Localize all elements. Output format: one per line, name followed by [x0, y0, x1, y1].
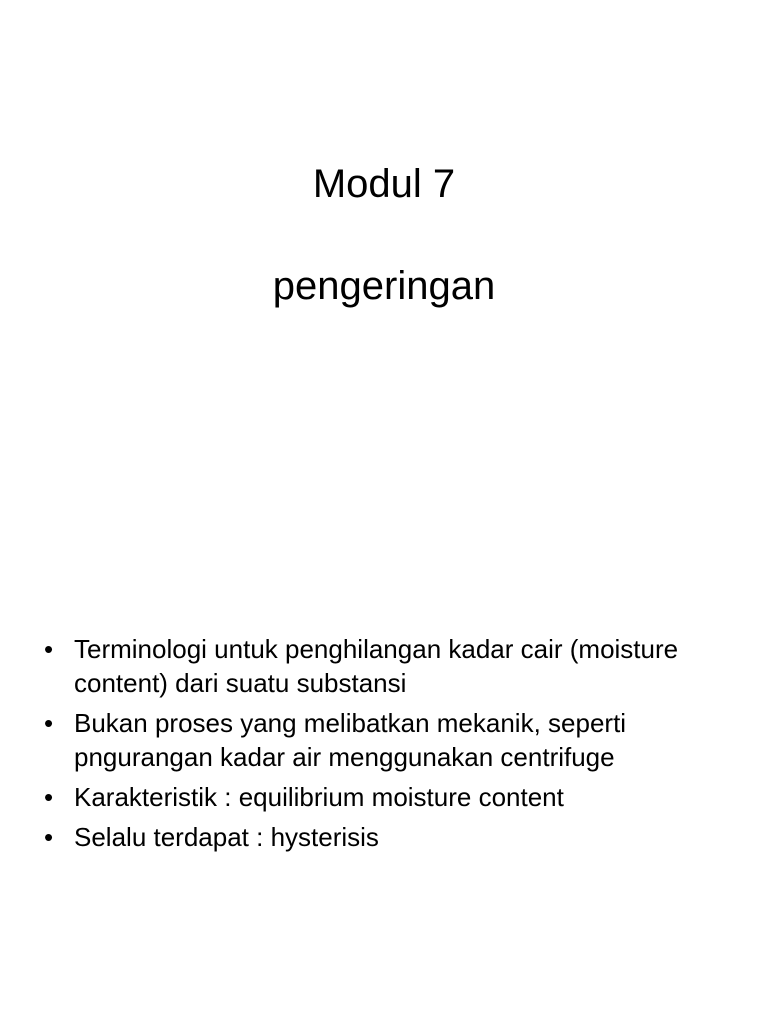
- bullet-dot-icon: •: [44, 822, 54, 852]
- slide-subtitle: pengeringan: [272, 264, 496, 308]
- bullet-dot-icon: •: [44, 708, 54, 738]
- bullet-text: Terminologi untuk penghilangan kadar cair (moisture content) dari suatu substansi: [74, 634, 679, 698]
- bullet-item: [44, 632, 744, 700]
- bullet-text: Bukan proses yang melibatkan mekanik, seperti pngurangan kadar air menggunakan centrifuge: [74, 708, 627, 772]
- bullet-dot-icon: •: [44, 634, 54, 664]
- bullet-item: [44, 706, 744, 774]
- slide-title: Modul 7: [312, 162, 456, 206]
- bullet-text: Karakteristik : equilibrium moisture content: [74, 782, 564, 812]
- bullet-item: [44, 780, 744, 814]
- bullet-list: [44, 632, 744, 860]
- title-block: [0, 158, 768, 312]
- bullet-text: Selalu terdapat : hysterisis: [74, 822, 379, 852]
- bullet-item: [44, 820, 744, 854]
- bullet-dot-icon: •: [44, 782, 54, 812]
